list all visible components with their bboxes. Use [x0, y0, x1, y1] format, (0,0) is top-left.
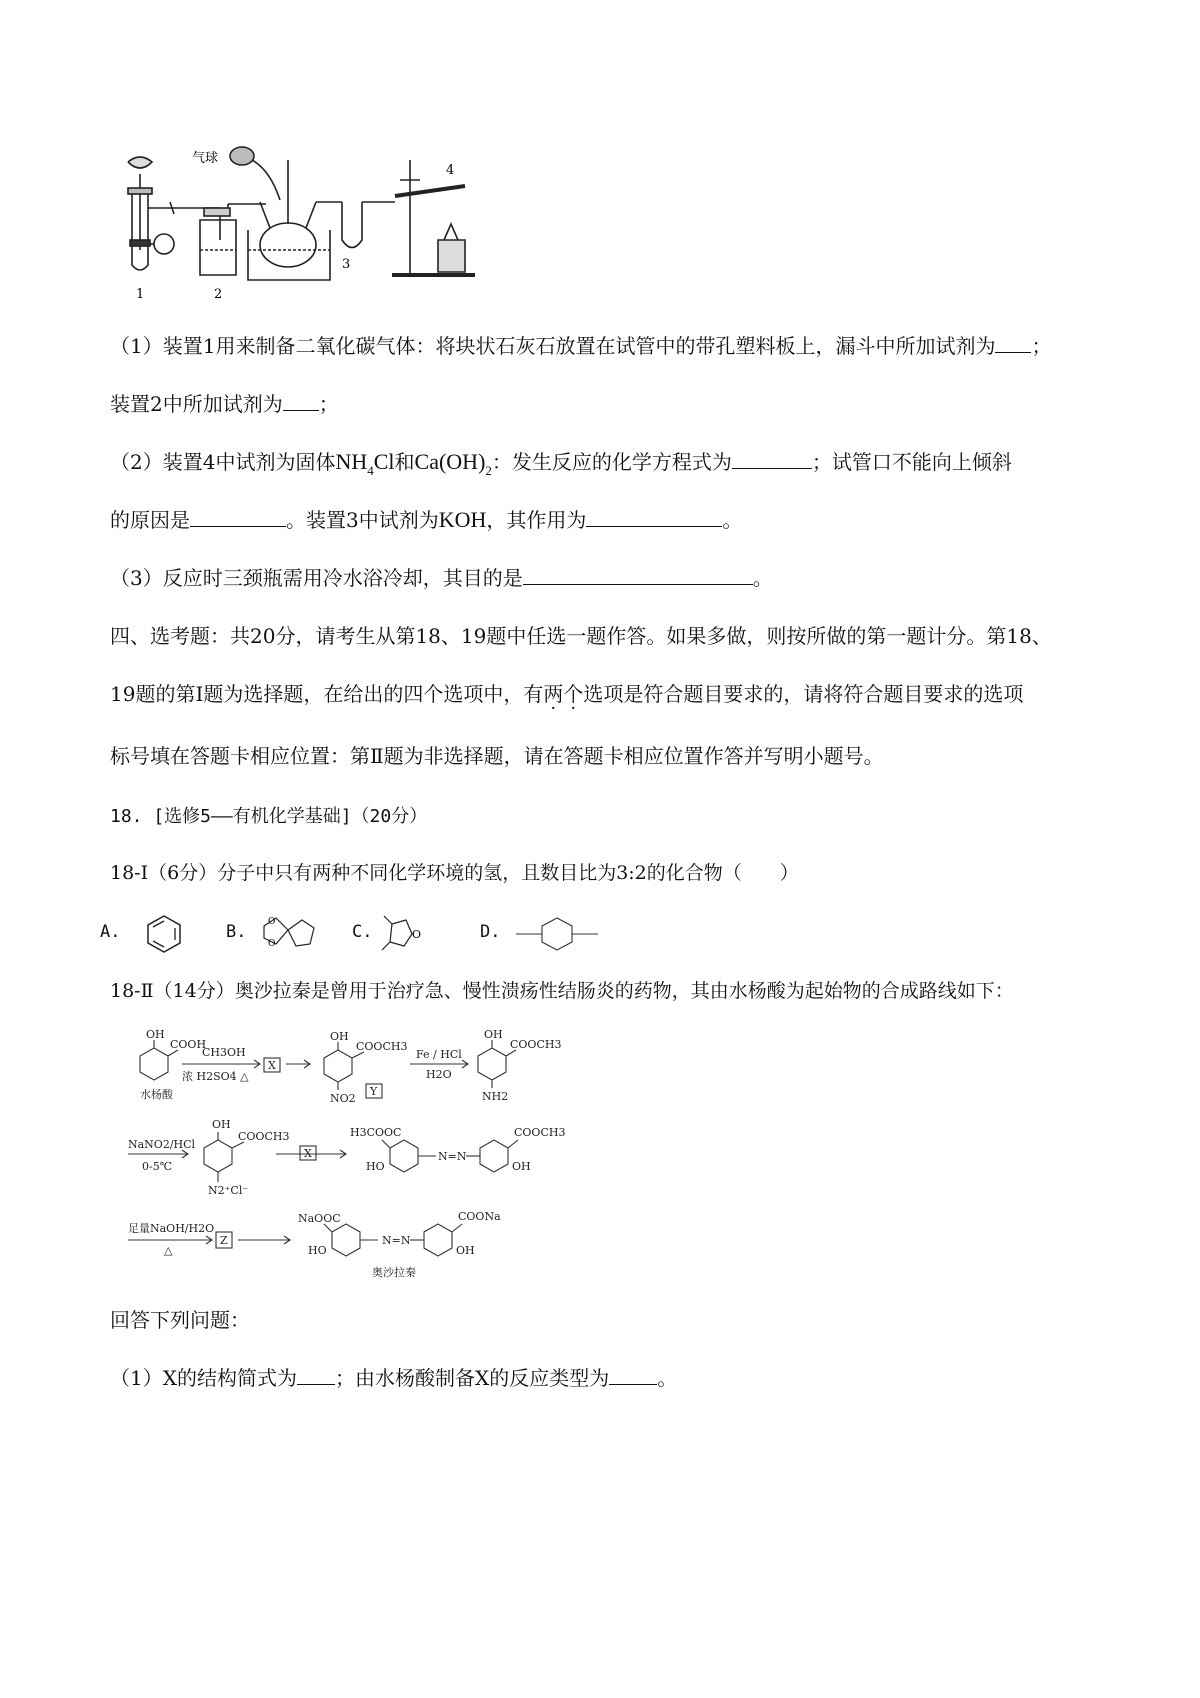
answer-blank[interactable] [995, 331, 1031, 353]
q2-text: （2）装置4中试剂为固体 [110, 450, 336, 474]
label-h2o: H2O [426, 1068, 452, 1081]
q2-text-f: ，其作用为 [486, 508, 587, 532]
synthesis-scheme [120, 1024, 600, 1286]
p-xylene-structure [512, 912, 602, 956]
label-oh: OH [484, 1028, 503, 1041]
formula-sub: 4 [367, 463, 374, 478]
box-y: Y [370, 1085, 378, 1098]
answer-blank[interactable] [609, 1363, 657, 1385]
apparatus-label-4: 4 [446, 163, 455, 178]
q1-text: （1）装置1用来制备二氧化碳气体：将块状石灰石放置在试管中的带孔塑料板上，漏斗中所加试剂为 [110, 334, 996, 358]
formula-caoh2 [414, 449, 492, 478]
emphasis-char: 个 [563, 682, 584, 706]
answer-blank[interactable] [297, 1363, 335, 1385]
label-ho: HO [308, 1244, 327, 1257]
label-delta: △ [164, 1244, 173, 1257]
answer-prompt: 回答下列问题： [110, 1308, 250, 1332]
label-cooch3: COOCH3 [238, 1130, 290, 1143]
box-x: X [304, 1147, 312, 1160]
formula-part: Cl [373, 449, 395, 474]
option-c-label[interactable]: C. [352, 922, 373, 942]
label-oh: OH [330, 1030, 349, 1043]
q2-text-b: ：发生反应的化学方程式为 [491, 450, 732, 474]
label-nano2: NaNO2/HCl [128, 1138, 196, 1151]
label-temp: 0-5℃ [142, 1160, 173, 1173]
label-no2: NO2 [330, 1092, 356, 1105]
label-naoh: 足量NaOH/H2O [128, 1222, 215, 1235]
section4-line1: 四、选考题：共20分，请考生从第18、19题中任选一题作答。如果多做，则按所做的第一题计分。第18、 [110, 624, 1052, 648]
label-diazonium: N2⁺Cl⁻ [208, 1184, 249, 1197]
formula-koh: KOH [438, 507, 487, 532]
q3-text: （3）反应时三颈瓶需用冷水浴冷却，其目的是 [110, 566, 523, 590]
section4-text: 19题的第Ⅰ题为选择题，在给出的四个选项中，有 [110, 682, 544, 706]
label-cooch3: COOCH3 [510, 1038, 562, 1051]
q2-and: 和 [394, 450, 415, 474]
q18-part1: 18-Ⅰ（6分）分子中只有两种不同化学环境的氢，且数目比为3:2的化合物（ ） [110, 862, 799, 884]
options-row [100, 912, 660, 956]
formula-nh4cl [335, 449, 395, 478]
option-b-label[interactable]: B. [226, 922, 247, 942]
label-cooch3: COOCH3 [514, 1126, 566, 1139]
apparatus-label-2: 2 [214, 287, 223, 302]
apparatus-figure [120, 140, 490, 310]
apparatus-label-3: 3 [342, 257, 351, 272]
q18-sub1-text: （1）X的结构简式为 [110, 1366, 297, 1390]
label-oh: OH [456, 1244, 475, 1257]
label-cooch3: COOCH3 [356, 1040, 408, 1053]
q18-part2: 18-Ⅱ（14分）奥沙拉秦是曾用于治疗急、慢性溃疡性结肠炎的药物，其由水杨酸为起始物的合成路线如下： [110, 980, 1014, 1002]
q2-text-c: ；试管口不能向上倾斜 [811, 450, 1012, 474]
q1-text-2: 装置2中所加试剂为 [110, 392, 283, 416]
emphasis-char: 两 [543, 682, 564, 706]
answer-blank[interactable] [586, 505, 722, 527]
label-oh: OH [146, 1028, 165, 1041]
q1-line1 [110, 330, 1051, 359]
q1-punct: ； [1031, 334, 1052, 358]
q1-punct-2: ； [318, 392, 339, 416]
svg-text:O: O [412, 928, 422, 941]
box-x: X [268, 1059, 276, 1072]
label-azo: N=N [438, 1150, 467, 1163]
option-d-label[interactable]: D. [480, 922, 501, 942]
label-azo: N=N [382, 1234, 411, 1247]
q2-line1 [110, 446, 1012, 478]
dimethylfuran-structure [378, 912, 438, 956]
q18-sub1-punct: 。 [657, 1366, 678, 1390]
label-oh: OH [512, 1160, 531, 1173]
q2-text-d: 的原因是 [110, 508, 190, 532]
answer-blank[interactable] [283, 389, 319, 411]
section4-line3: 标号填在答题卡相应位置：第Ⅱ题为非选择题，请在答题卡相应位置作答并写明小题号。 [110, 744, 884, 768]
label-nh2: NH2 [482, 1090, 509, 1103]
label-h3cooc: H3COOC [350, 1126, 402, 1139]
label-ch3oh: CH3OH [202, 1046, 246, 1059]
label-salicylic-acid: 水杨酸 [140, 1088, 173, 1101]
label-ho: HO [366, 1160, 385, 1173]
section4-text-b: 选项是符合题目要求的，请将符合题目要求的选项 [583, 682, 1024, 706]
apparatus-label-1: 1 [136, 287, 145, 302]
q2-text-g: 。 [722, 508, 743, 532]
answer-blank[interactable] [190, 505, 286, 527]
label-fe-hcl: Fe / HCl [416, 1048, 462, 1061]
formula-part: NH [335, 449, 368, 474]
spiroketal-structure [254, 912, 334, 956]
svg-text:O: O [268, 939, 276, 949]
benzene-structure [142, 912, 186, 956]
label-oh: OH [212, 1118, 231, 1131]
q3-line [110, 562, 773, 591]
q18-sub1-text-b: ；由水杨酸制备X的反应类型为 [334, 1366, 610, 1390]
label-h2so4: 浓 H2SO4 △ [182, 1070, 249, 1083]
box-z: Z [220, 1234, 228, 1247]
balloon-label: 气球 [192, 151, 219, 166]
label-coona: COONa [458, 1210, 501, 1223]
answer-blank[interactable] [732, 447, 812, 469]
q3-punct: 。 [752, 566, 773, 590]
formula-sub: 2 [485, 463, 492, 478]
q1-line2 [110, 388, 339, 417]
label-naooc: NaOOC [298, 1212, 341, 1225]
label-cooh: COOH [170, 1038, 207, 1051]
q18-header: 18. [选修5——有机化学基础]（20分） [110, 806, 428, 827]
answer-blank[interactable] [523, 563, 753, 585]
q2-text-e: 。装置3中试剂为 [286, 508, 439, 532]
option-a-label[interactable]: A. [100, 922, 121, 942]
q2-line2 [110, 504, 742, 533]
section4-line2 [110, 678, 1023, 707]
svg-text:O: O [268, 917, 276, 927]
q18-sub1 [110, 1362, 677, 1391]
formula-part: Ca(OH) [414, 449, 486, 474]
label-olsalazine: 奥沙拉秦 [372, 1266, 416, 1279]
